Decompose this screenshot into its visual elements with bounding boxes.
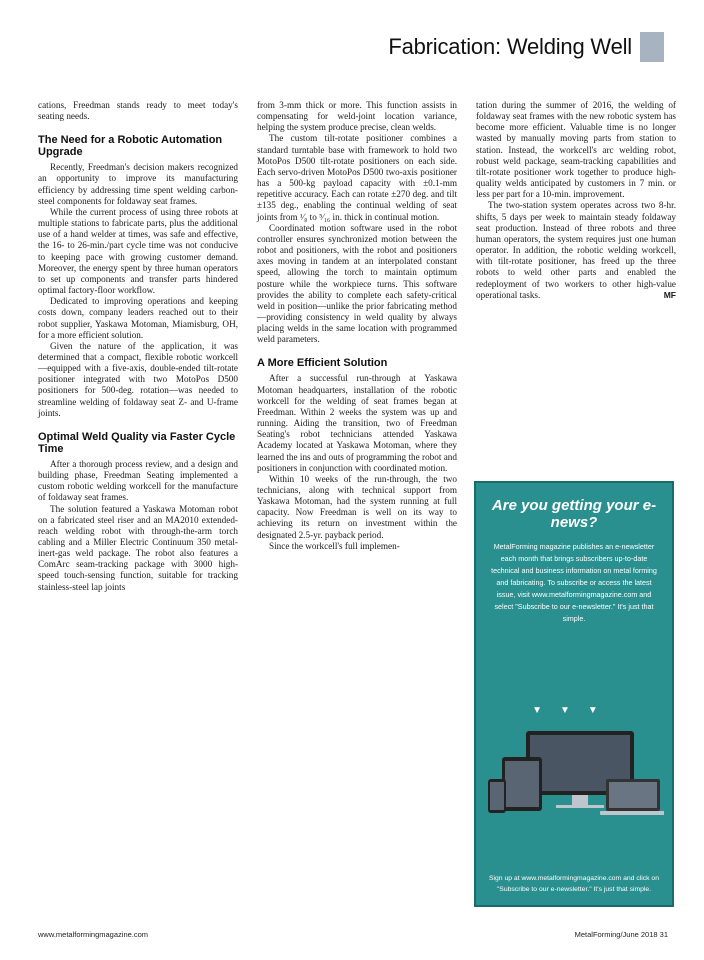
paragraph: Within 10 weeks of the run-through, the two technicians, along with technical support from Yaskawa Motoman, had the system running at full capacity. Now Freedman is well on its way to achieving its return on investment within the designated 2.5-yr. payback period. [257, 473, 457, 540]
paragraph: The custom tilt-rotate positioner combines a standard turntable base with framework to hold two MotoPos D500 tilt-rotate positioners on each side. Each servo-driven MotoPos D500 two-axis positioner has a 500-kg payload capacity with ±0.1-mm repetitive accuracy. Each can rotate ±270 deg. and tilt ±135 deg., enabling the continual welding of seat joints from ¹⁄₈ to ⁵⁄₁₆ in. thick in continual motion. [257, 133, 457, 222]
enews-advertisement[interactable] [474, 481, 674, 907]
subheading: Optimal Weld Quality via Faster Cycle Time [38, 430, 236, 455]
ad-signup-text: Sign up at www.metalformingmagazine.com and click on "Subscribe to our e-newsletter." It's just that simple. [488, 875, 659, 893]
article-column-2 [257, 100, 457, 552]
paragraph: Given the nature of the application, it was determined that a compact, flexible robotic workcell—equipped with a five-axis, double-ended tilt-rotate positioner integrated with two MotoPos D500 positioners for 500-deg. rotation—was needed to streamline welding of foldaway seat Z- and U-frame joints. [38, 340, 238, 418]
footer-website: www.metalformingmagazine.com [38, 930, 149, 939]
section-title: Fabrication: Welding Well [388, 34, 632, 59]
paragraph: Recently, Freedman's decision makers recognized an opportunity to improve its manufacturing efficiency by addressing time spent welding carbon-steel components for foldaway seat frames. [38, 162, 238, 206]
paragraph: Since the workcell's full implemen- [269, 540, 400, 551]
subheading: A More Efficient Solution [257, 357, 388, 370]
article-column-3 [476, 100, 676, 301]
section-tab-marker [640, 32, 664, 62]
paragraph: cations, Freedman stands ready to meet today's seating needs. [38, 100, 238, 122]
paragraph: Coordinated motion software used in the robot controller ensures synchronized motion between the robot and positioners, with the robot and positioners axes moving in tandem at an interpolated constant speed, allowing the torch to maintain optimum posture while the workpiece turns. This software provides the ability to complete each safety-critical weld in position—unlike the prior fabricating method—providing consistency in weld quality by always placing welds in the same location with programmed weld parameters. [257, 222, 457, 345]
arrows-icon: ▼▼▼ [532, 705, 616, 716]
paragraph: Dedicated to improving operations and keeping costs down, company leaders reached out to their robot supplier, Yaskawa Motoman, Miamisburg, OH, for a more efficient solution. [38, 296, 238, 340]
paragraph [476, 200, 676, 300]
paragraph: from 3-mm thick or more. This function assists in compensating for weld-joint location variance, helping the system produce precise, clean welds. [257, 100, 457, 133]
paragraph: After a successful run-through at Yaskawa Motoman headquarters, installation of the robotic workcell for the welding of seat frames began at Freedman. Within 2 weeks the system was up and running. Aiding the transition, two of Freedman Seating's robot technicians attended Yaskawa Academy located at Yaskawa Motoman, where they learned the ins and outs of programming the robot and positioners in conjunction with coordinated motion. [257, 373, 457, 473]
page-header [388, 30, 664, 64]
ad-title: Are you getting your e-news? [491, 497, 657, 531]
paragraph: tation during the summer of 2016, the welding of foldaway seat frames with the new robotic system has become more efficient. Valuable time is no longer wasted by manually moving parts from station to station. Instead, the workcell's arc welding robot, robust weld package, seam-tracking capabilities and tilt-rotate positioner work together to produce high-quality welds anticipated by customers in 7 min. or less per part for a 10-min. improvement. [476, 100, 676, 200]
ad-body-text: MetalForming magazine publishes an e-newsletter each month that brings subscribers up-to-date technical and business information on metal forming and fabricating. To subscribe or access the latest issue, visit www.metalformingmagazine.com and select "Subscribe to our e-newsletter." It's just that simple. [491, 542, 657, 623]
end-mark: MF [663, 289, 676, 300]
article-column-1 [38, 100, 238, 593]
footer-issue-page: MetalForming/June 2018 31 [574, 930, 668, 939]
devices-icon [486, 727, 664, 819]
paragraph: After a thorough process review, and a design and building phase, Freedman Seating implemented a custom robotic welding workcell for the manufacture of foldaway seat frames. [38, 458, 238, 503]
paragraph: The solution featured a Yaskawa Motoman robot on a fabricated steel riser and an MA2010 extended-reach welding robot with through-the-arm torch cabling and a Miller Electric Continuum 350 metal-inert-gas weld package. The robot also features a ComArc seam-tracking package with 3000 high-speed touch-sensing function, suitable for tracking stainless-steel lap joints [38, 503, 238, 592]
paragraph: While the current process of using three robots at multiple stations to fabricate parts, plus the additional use of a hand welder at times, was safe and effective, the 16- to 26-min./part cycle time was not conducive to keeping pace with growing customer demand. Moreover, the energy spent by three human operators to set up components and transfer parts hindered optimal factory-floor workflow. [38, 206, 238, 296]
paragraph-text: The two-station system operates across two 8-hr. shifts, 5 days per week to maintain steady foldaway seat production. Instead of three robots and three human operators, the system requires just one human operator. In addition, the robotic welding workcell, with tilt-rotate positioner, has freed up the three robots to weld other parts and enabled the redeployment of two workers to other high-value operational tasks. [476, 200, 676, 300]
subheading: The Need for a Robotic Automation Upgrade [38, 134, 223, 159]
